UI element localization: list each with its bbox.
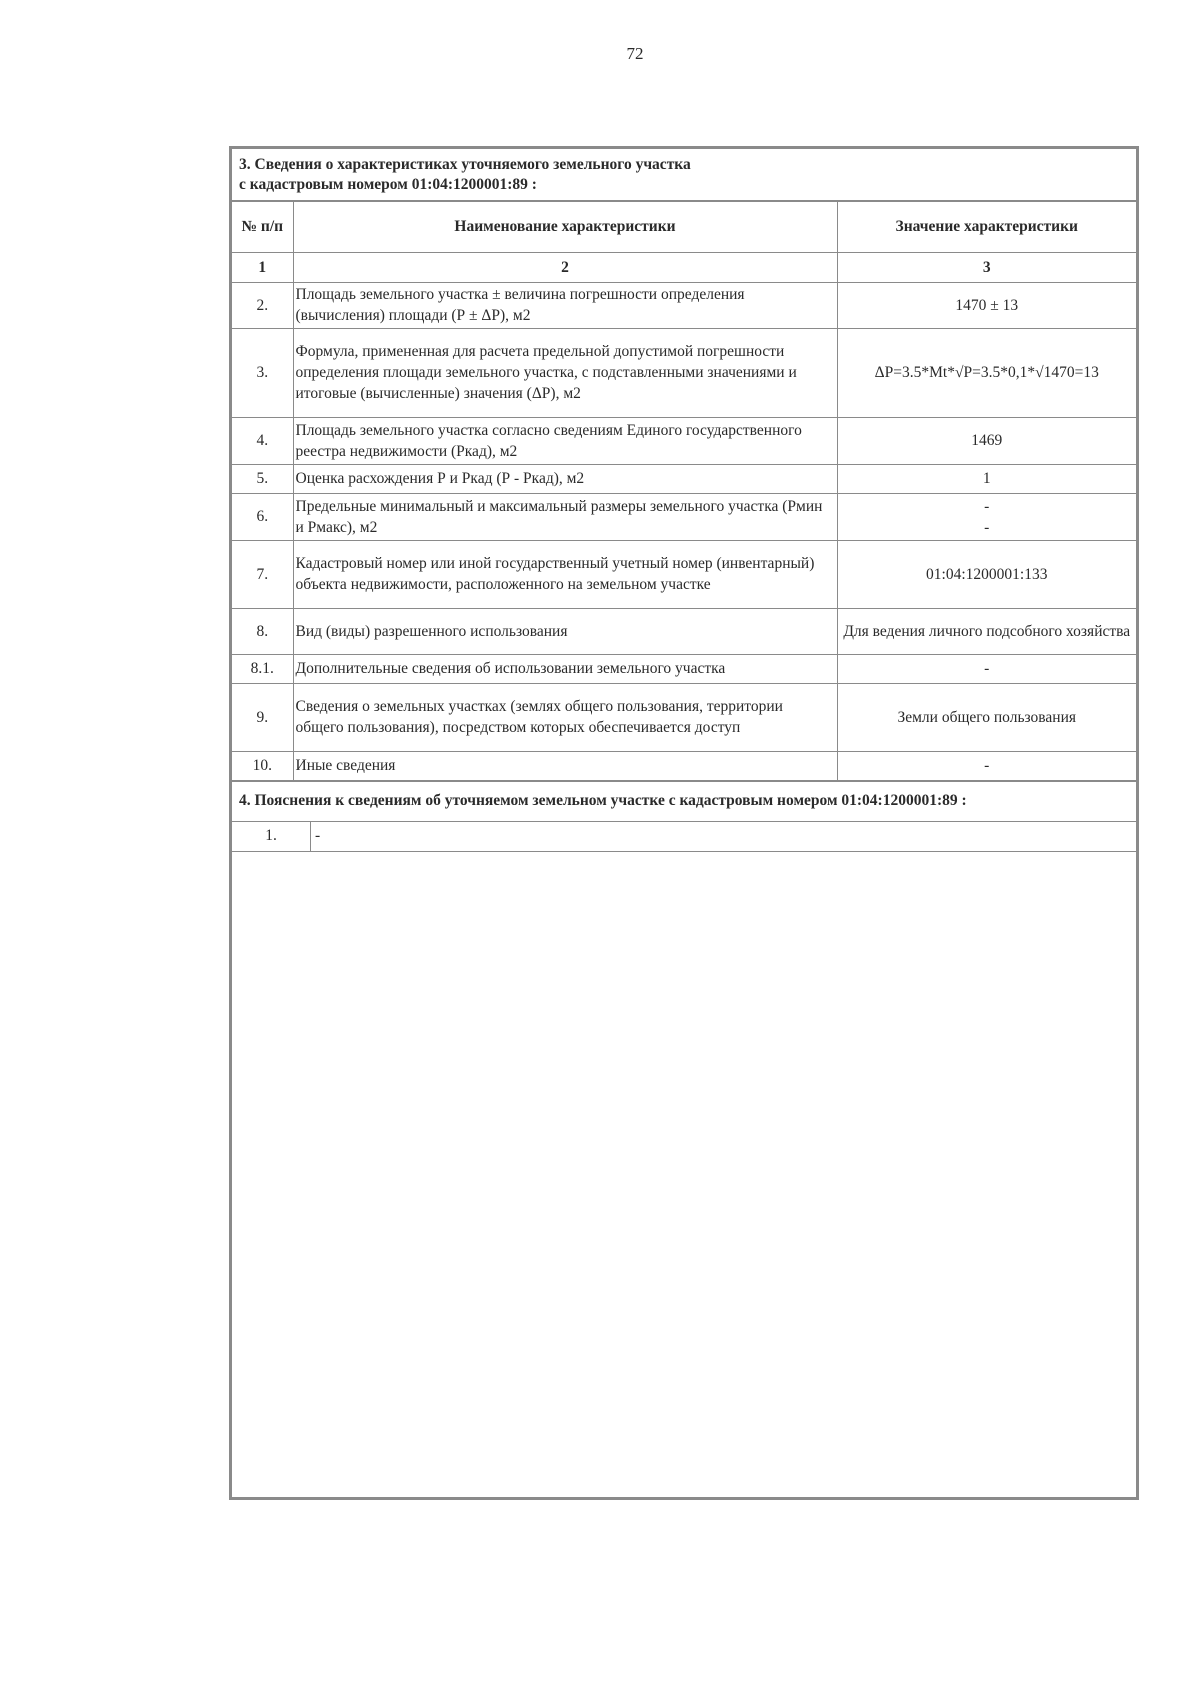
row-value-min: -: [984, 497, 990, 515]
row-num: 8.1.: [232, 654, 293, 683]
column-number-3: 3: [837, 252, 1136, 282]
row-num: 7.: [232, 540, 293, 608]
row-name: Вид (виды) разрешенного использования: [293, 608, 837, 654]
row-num: 4.: [232, 417, 293, 464]
row-value: ΔР=3.5*Mt*√Р=3.5*0,1*√1470=13: [837, 328, 1136, 417]
row-name: Иные сведения: [293, 751, 837, 780]
row-num: 10.: [232, 751, 293, 780]
section3-title-line2: с кадастровым номером 01:04:1200001:89 :: [239, 176, 537, 193]
header-num: № п/п: [232, 202, 293, 252]
row-value: 1: [837, 464, 1136, 493]
row-name: Площадь земельного участка согласно сведениям Единого государственного реестра недвижимости (Ркад), м2: [293, 417, 837, 464]
row-value: Земли общего пользования: [837, 683, 1136, 751]
row-num: 2.: [232, 282, 293, 328]
table-row: [232, 608, 1136, 654]
column-number-row: [232, 252, 1136, 282]
row-num: 3.: [232, 328, 293, 417]
row-num: 6.: [232, 493, 293, 540]
table-row: [232, 328, 1136, 417]
row-name: Формула, примененная для расчета предельной допустимой погрешности определения площади земельного участка, с подставленными значениями и итоговые (вычисленные) значения (ΔР), м2: [293, 328, 837, 417]
section3-title-line1: 3. Сведения о характеристиках уточняемого земельного участка: [239, 156, 691, 173]
notes-row: [232, 822, 1136, 852]
row-value: -: [837, 751, 1136, 780]
row-value: 1470 ± 13: [837, 282, 1136, 328]
row-value: -: [837, 654, 1136, 683]
header-name: Наименование характеристики: [293, 202, 837, 252]
table-row: [232, 417, 1136, 464]
table-row: [232, 751, 1136, 780]
table-row: [232, 540, 1136, 608]
row-name: Предельные минимальный и максимальный размеры земельного участка (Рмин и Рмакс), м2: [293, 493, 837, 540]
row-name: Оценка расхождения Р и Ркад (Р - Ркад), м2: [293, 464, 837, 493]
table-row: [232, 282, 1136, 328]
row-name: Сведения о земельных участках (землях общего пользования, территории общего пользования), посредством которых обеспечивается доступ: [293, 683, 837, 751]
row-value-max: -: [984, 518, 990, 536]
table-row: [232, 654, 1136, 683]
row-value: 1469: [837, 417, 1136, 464]
row-value: [837, 493, 1136, 540]
row-name: Площадь земельного участка ± величина погрешности определения (вычисления) площади (Р ± ΔР), м2: [293, 282, 837, 328]
header-value: Значение характеристики: [837, 202, 1136, 252]
section4-title: 4. Пояснения к сведениям об уточняемом земельном участке с кадастровым номером 01:04:1200001:89 :: [232, 781, 1136, 822]
row-num: 9.: [232, 683, 293, 751]
characteristics-table: [232, 202, 1136, 781]
table-row: [232, 493, 1136, 540]
table-row: [232, 464, 1136, 493]
row-name: Кадастровый номер или иной государственный учетный номер (инвентарный) объекта недвижимости, расположенного на земельном участке: [293, 540, 837, 608]
page-number: 72: [626, 44, 644, 63]
column-number-2: 2: [293, 252, 837, 282]
row-value: Для ведения личного подсобного хозяйства: [837, 608, 1136, 654]
row-num: 8.: [232, 608, 293, 654]
notes-text: -: [311, 822, 1137, 852]
row-name: Дополнительные сведения об использовании земельного участка: [293, 654, 837, 683]
notes-table: [232, 822, 1136, 852]
notes-num: 1.: [232, 822, 311, 852]
table-header-row: [232, 202, 1136, 252]
column-number-1: 1: [232, 252, 293, 282]
document-frame: [229, 146, 1139, 1500]
row-num: 5.: [232, 464, 293, 493]
table-row: [232, 683, 1136, 751]
row-value: 01:04:1200001:133: [837, 540, 1136, 608]
section3-title: [232, 149, 1136, 202]
